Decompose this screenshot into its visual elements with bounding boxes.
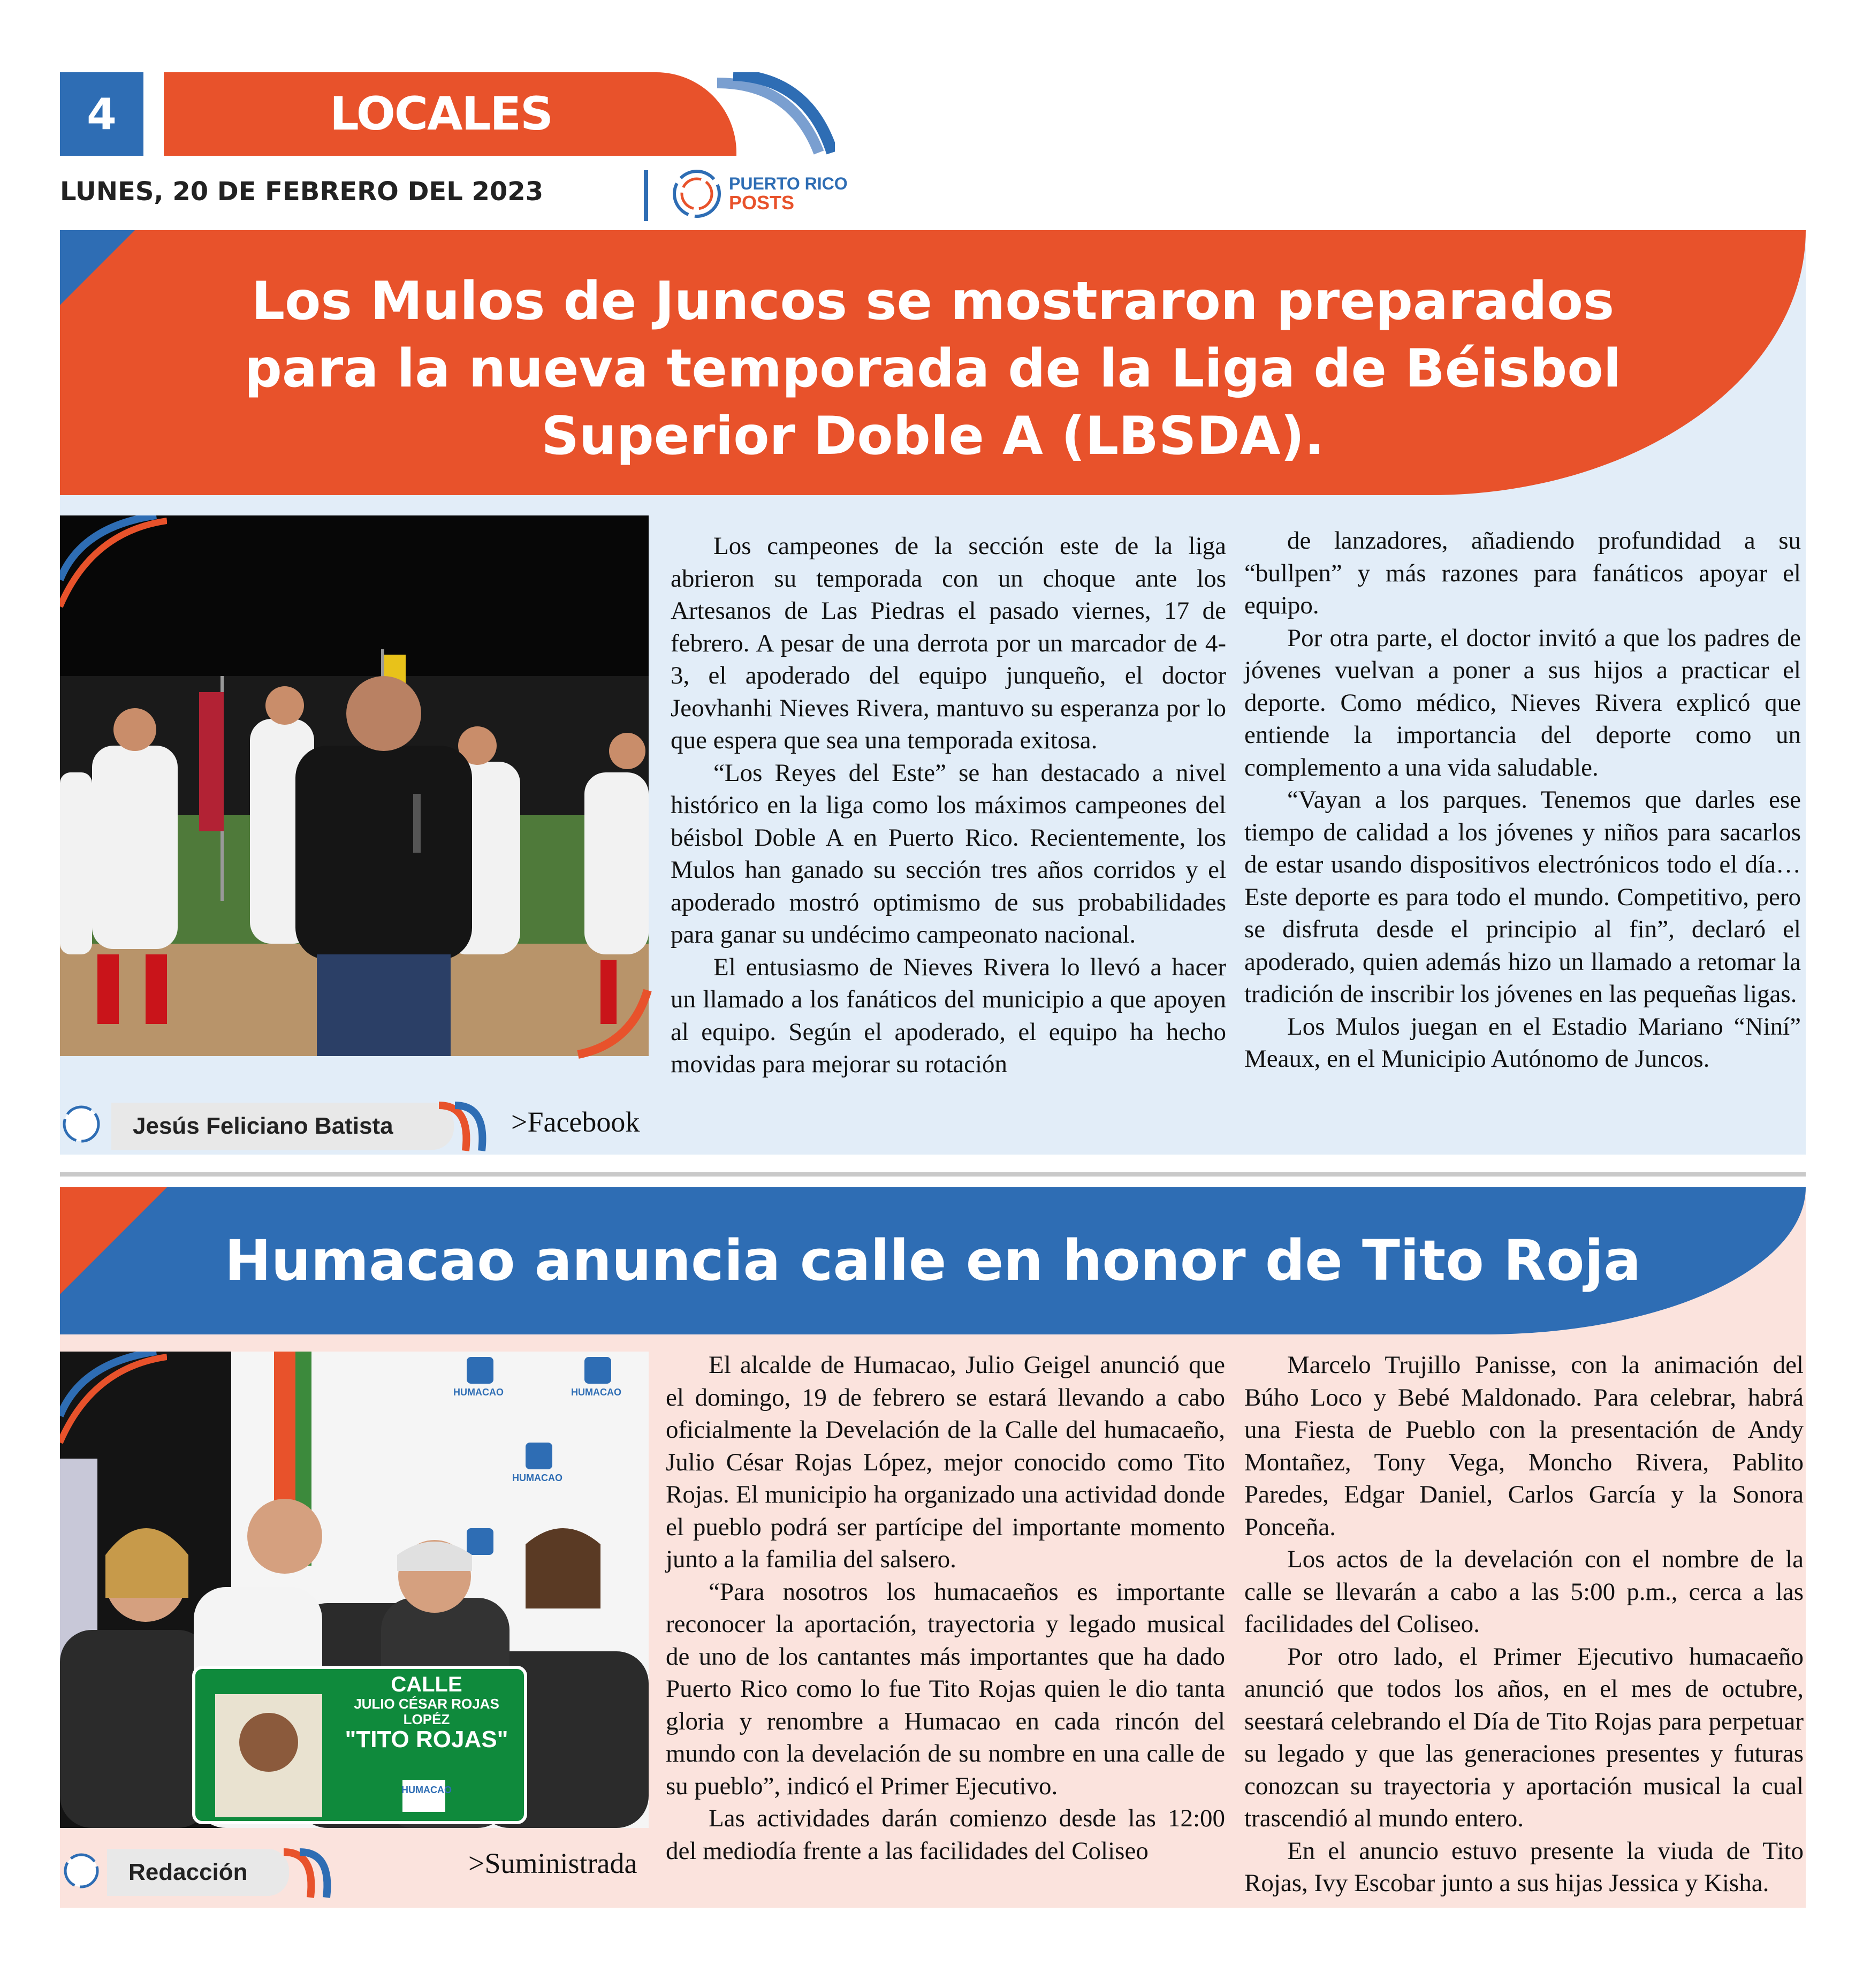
issue-date: LUNES, 20 DE FEBRERO DEL 2023 xyxy=(60,177,544,207)
article1-column-1 xyxy=(671,530,1226,1081)
logo-text-bottom: POSTS xyxy=(729,192,795,214)
photo-corner-accent-icon-bottom xyxy=(573,980,653,1060)
article2-paragraph: Las actividades darán comienzo desde las 12:00 del mediodía frente a las facilidades del Coliseo xyxy=(666,1804,1225,1865)
article2-column-1 xyxy=(666,1349,1225,1867)
photo-corner-accent-icon xyxy=(60,1352,167,1459)
street-sign-line3: "TITO ROJAS" xyxy=(345,1726,508,1753)
article2-paragraph: “Para nosotros los humacaeños es importante reconocer la aportación, trayectoria y legado musical de uno de los cantantes más importantes que ha dado Puerto Rico como lo fue Tito Rojas quien le dio tanta gloria y renombre a Humacao en cada rincón del mundo con la develación de su nombre en una calle de su pueblo”, indicó el Primer Ejecutivo. xyxy=(666,1577,1225,1800)
backdrop-logo-text: HUMACAO xyxy=(512,1473,562,1483)
backdrop-logo-text: HUMACAO xyxy=(571,1387,621,1398)
article-separator xyxy=(60,1172,1806,1177)
article1-photo-credit: >Facebook xyxy=(511,1106,640,1138)
article1-paragraph: de lanzadores, añadiendo profundidad a su “bullpen” y más razones para fanáticos apoyar el equipo. xyxy=(1244,527,1801,619)
article1-paragraph: “Vayan a los parques. Tenemos que darles ese tiempo de calidad a los jóvenes y niños para sacarlos de estar usando dispositivos electrónicos todo el día… Este deporte es para todo el mundo. Competitivo, pero se disfruta desde el principio al fin”, declaró el apoderado, quien además hizo un llamado a retomar la tradición de inscribir los jóvenes en las pequeñas ligas. xyxy=(1244,786,1801,1008)
street-sign-brand: HUMACAO xyxy=(401,1784,452,1795)
article2-column-2 xyxy=(1244,1349,1804,1900)
article1-paragraph: Por otra parte, el doctor invitó a que los padres de jóvenes vuelvan a poner a sus hijos a practicar el deporte. Como médico, Nieves Rivera explicó que entiende la importancia del deporte como un complemento a una vida saludable. xyxy=(1244,624,1801,781)
article1-headline: Los Mulos de Juncos se mostraron preparados para la nueva temporada de la Liga de Béisbol Superior Doble A (LBSDA). xyxy=(60,230,1806,495)
article2-paragraph: Marcelo Trujillo Panisse, con la animación del Búho Loco y Bebé Maldonado. Para celebrar, habrá una Fiesta de Pueblo con la presentación de Andy Montañez, Tony Vega, Moncho Rivera, Pablito Paredes, Edgar Daniel, Carlos García y la Sonora Ponceña. xyxy=(1244,1351,1804,1541)
page-number: 4 xyxy=(60,72,143,156)
author-logo-icon xyxy=(60,1849,103,1892)
article1-paragraph: Los campeones de la sección este de la liga abrieron su temporada con un choque ante los Artesanos de Las Piedras el pasado viernes, 17 de febrero. A pesar de una derrota por un marcador de 4-3, el apoderado del equipo junqueño, el doctor Jeovhanhi Nieves Rivera, mantuvo su esperanza por lo que espera que sea una temporada exitosa. xyxy=(671,532,1226,754)
article2-paragraph: En el anuncio estuvo presente la viuda de Tito Rojas, Ivy Escobar junto a sus hijas Jessica y Kisha. xyxy=(1244,1837,1804,1897)
section-title: LOCALES xyxy=(164,72,736,156)
article2-photo-credit: >Suministrada xyxy=(468,1847,637,1879)
article2-paragraph: Por otro lado, el Primer Ejecutivo humacaeño anunció que todos los años, en el mes de octubre, seestará celebrando el Día de Tito Rojas para perpetuar su legado y que las generaciones presentes y futuras conozcan su trayectoria y aportación musical la cual trascendió al mundo entero. xyxy=(1244,1642,1804,1832)
article1-paragraph: Los Mulos juegan en el Estadio Mariano “Niní” Meaux, en el Municipio Autónomo de Juncos. xyxy=(1244,1012,1801,1073)
author-bar-swoosh-icon xyxy=(434,1100,492,1154)
article1-paragraph: El entusiasmo de Nieves Rivera lo llevó a hacer un llamado a los fanáticos del municipio a que apoyen al equipo. Según el apoderado, el equipo ha hecho movidas para mejorar su rotación xyxy=(671,953,1226,1078)
article1-column-2 xyxy=(1244,525,1801,1075)
photo-corner-accent-icon xyxy=(60,515,167,623)
logo-text-top: PUERTO RICO xyxy=(729,174,848,193)
article1-paragraph: “Los Reyes del Este” se han destacado a nivel histórico en la liga como los máximos campeones del béisbol Doble A en Puerto Rico. Recientemente, los Mulos han ganado su sección tres años corridos y el apoderado mostró optimismo de sus probabilidades para ganar su undécimo campeonato nacional. xyxy=(671,758,1226,949)
header-swoosh-icon xyxy=(712,72,835,158)
street-sign-line1: CALLE xyxy=(391,1673,462,1696)
puerto-rico-posts-logo-icon xyxy=(670,167,724,221)
logo-divider xyxy=(644,170,648,221)
corner-accent-icon xyxy=(60,230,146,316)
corner-accent-icon xyxy=(60,1187,178,1305)
article2-paragraph: Los actos de la develación con el nombre de la calle se llevarán a cabo a las 5:00 p.m., cerca a las facilidades del Coliseo. xyxy=(1244,1545,1804,1638)
article2-headline: Humacao anuncia calle en honor de Tito Roja xyxy=(60,1187,1806,1334)
article2-paragraph: El alcalde de Humacao, Julio Geigel anunció que el domingo, 19 de febrero se estará llevando a cabo oficialmente la Develación de la Calle del humacaeño, Julio César Rojas López, mejor conocido como Tito Rojas. El municipio ha organizado una actividad donde el pueblo podrá ser partícipe del importante momento junto a la familia del salsero. xyxy=(666,1351,1225,1573)
backdrop-logo-text: HUMACAO xyxy=(453,1387,504,1398)
author-bar-swoosh-icon xyxy=(278,1847,337,1900)
author-logo-icon xyxy=(60,1103,103,1145)
article1-author: Jesús Feliciano Batista xyxy=(111,1103,454,1150)
street-sign xyxy=(338,1673,515,1795)
article2-author: Redacción xyxy=(107,1849,289,1896)
street-sign-line2: JULIO CÉSAR ROJAS LOPÉZ xyxy=(354,1696,499,1727)
